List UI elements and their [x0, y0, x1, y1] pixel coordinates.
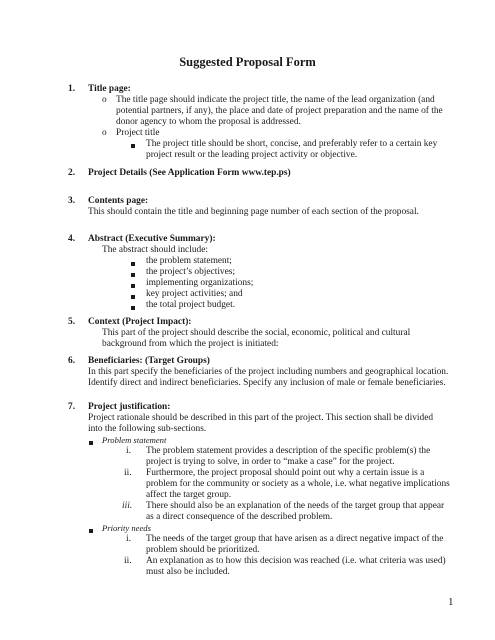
text-line: problem for the community or society as a whole, i.e. what negative implications	[146, 479, 450, 489]
section-heading: Beneficiaries: (Target Groups)	[88, 356, 210, 366]
section-number: 6.	[68, 356, 76, 366]
section-heading: Context (Project Impact):	[88, 317, 192, 327]
square-bullet-icon	[131, 292, 135, 303]
square-bullet-icon	[89, 438, 93, 449]
text-line: Project rationale should be described in this part of the project. This section shall be divided	[88, 413, 434, 423]
text-line: into the following sub-sections.	[88, 424, 207, 434]
text-line: In this part specify the beneficiaries of the project including numbers and geographical location.	[88, 367, 449, 377]
section-heading: Abstract (Executive Summary):	[88, 234, 216, 244]
text-line: The title page should indicate the project title, the name of the lead organization (and	[116, 95, 435, 105]
section-number: 7.	[68, 402, 76, 412]
list-item: the project’s objectives;	[146, 267, 236, 277]
roman-numeral: i.	[126, 534, 131, 544]
square-bullet-icon	[131, 141, 135, 152]
subsection-label: Priority needs	[102, 523, 151, 533]
roman-numeral: ii.	[124, 556, 132, 566]
section-number: 1.	[68, 84, 76, 94]
square-bullet-icon	[131, 303, 135, 314]
text-line: An explanation as to how this decision was reached (i.e. what criteria was used)	[146, 556, 446, 566]
square-bullet-icon	[131, 259, 135, 270]
roman-numeral: ii.	[124, 468, 132, 478]
text-line: must also be included.	[146, 567, 230, 577]
square-bullet-icon	[131, 270, 135, 281]
square-bullet-icon	[131, 281, 135, 292]
text-line: as a direct consequence of the described problem.	[146, 512, 333, 522]
list-item: the total project budget.	[146, 300, 236, 310]
text-line: The abstract should include:	[102, 245, 208, 255]
subsection-label: Problem statement	[102, 435, 167, 445]
section-number: 2.	[68, 168, 76, 178]
roman-numeral: i.	[126, 446, 131, 456]
roman-numeral: iii.	[122, 501, 133, 511]
text-line: project result or the leading project activity or objective.	[146, 150, 358, 160]
text-line: background from which the project is initiated:	[102, 339, 279, 349]
document-title: Suggested Proposal Form	[179, 55, 316, 69]
text-line: This should contain the title and beginning page number of each section of the proposal.	[88, 207, 419, 217]
text-line: affect the target group.	[146, 490, 232, 500]
section-heading: Title page:	[88, 84, 131, 94]
text-line: Furthermore, the project proposal should point out why a certain issue is a	[146, 468, 425, 478]
bullet-marker: o	[102, 128, 107, 138]
section-number: 3.	[68, 196, 76, 206]
text-line: This part of the project should describe the social, economic, political and cultural	[102, 328, 411, 338]
text-line: donor agency to whom the proposal is addressed.	[116, 117, 301, 127]
text-line: The project title should be short, concise, and preferably refer to a certain key	[146, 139, 438, 149]
list-item: the problem statement;	[146, 256, 232, 266]
square-bullet-icon	[89, 526, 93, 537]
text-line: The needs of the target group that have arisen as a direct negative impact of the	[146, 534, 444, 544]
section-heading: Contents page:	[88, 196, 149, 206]
text-line: The problem statement provides a description of the specific problem(s) the	[146, 446, 431, 456]
text-line: problem should be prioritized.	[146, 545, 260, 555]
text-line: Project title	[116, 128, 160, 138]
bullet-marker: o	[102, 95, 107, 105]
page-number: 1	[448, 596, 454, 608]
section-heading: Project Details (See Application Form www.tep.ps)	[88, 168, 291, 178]
section-number: 4.	[68, 234, 76, 244]
section-heading: Project justification:	[88, 402, 171, 412]
text-line: potential partners, if any), the place and date of project preparation and the name of the	[116, 106, 443, 116]
text-line: project is trying to solve, in order to “make a case” for the project.	[146, 457, 395, 467]
list-item: implementing organizations;	[146, 278, 254, 288]
text-line: There should also be an explanation of the needs of the target group that appear	[146, 501, 445, 511]
list-item: key project activities; and	[146, 289, 243, 299]
text-line: Identify direct and indirect beneficiaries. Specify any inclusion of male or female beneficiaries.	[88, 378, 446, 388]
section-number: 5.	[68, 317, 76, 327]
